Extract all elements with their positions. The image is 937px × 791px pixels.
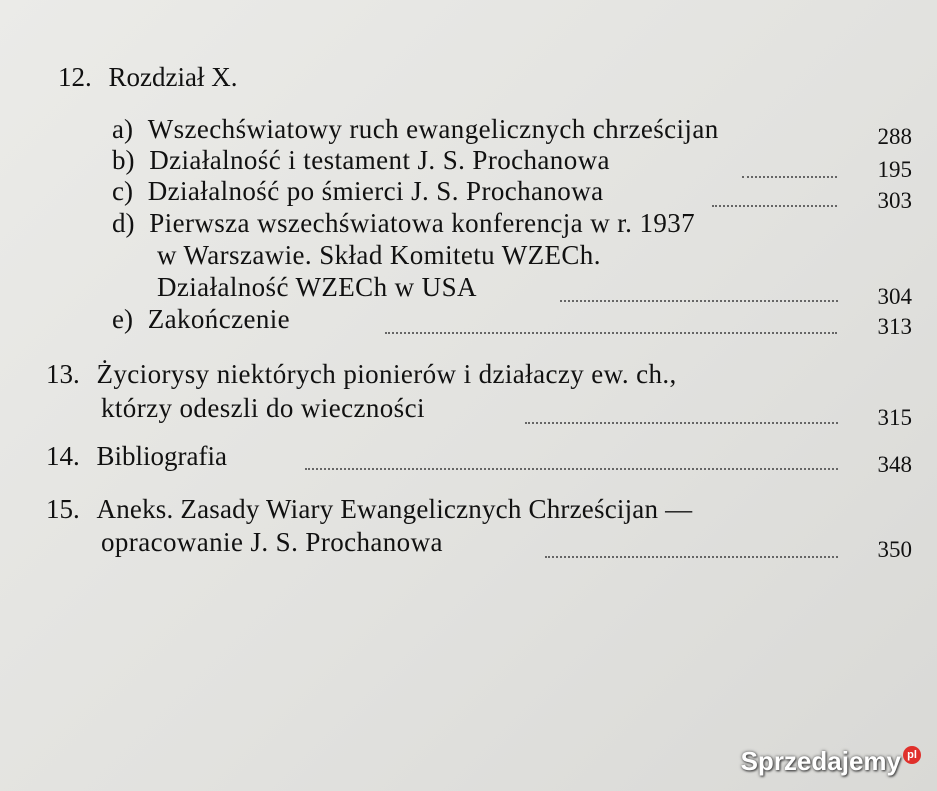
dot-leader bbox=[712, 205, 837, 207]
watermark-badge: pl bbox=[903, 746, 921, 764]
page-number-12a: 288 bbox=[877, 124, 912, 149]
chapter-number: 13. bbox=[46, 359, 80, 389]
chapter-number: 12. bbox=[58, 62, 92, 92]
chapter-15-heading bbox=[46, 492, 692, 526]
entry-letter: e) bbox=[112, 304, 133, 334]
chapter-title: Bibliografia bbox=[96, 441, 227, 471]
page-number-14: 348 bbox=[877, 452, 912, 477]
chapter-title: Życiorysy niektórych pionierów i działaczy ew. ch., bbox=[96, 359, 677, 389]
entry-letter: c) bbox=[112, 176, 133, 206]
entry-text: Wszechświatowy ruch ewangelicznych chrześcijan bbox=[147, 114, 719, 144]
chapter-number: 14. bbox=[46, 441, 80, 471]
chapter-number: 15. bbox=[46, 494, 80, 524]
toc-entry-12d-line2: w Warszawie. Skład Komitetu WZECh. bbox=[157, 240, 601, 270]
entry-letter: a) bbox=[112, 114, 133, 144]
entry-letter: b) bbox=[112, 145, 135, 175]
entry-text: Działalność i testament J. S. Prochanowa bbox=[149, 145, 610, 175]
page-number-12d: 304 bbox=[877, 284, 912, 309]
page-number-12b: 195 bbox=[877, 157, 912, 182]
chapter-12-heading bbox=[58, 60, 237, 94]
dot-leader bbox=[742, 176, 837, 178]
page-number-12e: 313 bbox=[877, 314, 912, 339]
page-number-13: 315 bbox=[877, 405, 912, 430]
chapter-14-heading bbox=[46, 439, 227, 473]
toc-entry-12d-line3: Działalność WZECh w USA bbox=[157, 272, 477, 302]
chapter-13-heading bbox=[46, 357, 677, 391]
toc-entry-12d bbox=[112, 206, 695, 240]
entry-text: Pierwsza wszechświatowa konferencja w r. 1937 bbox=[149, 208, 696, 238]
toc-entry-12c bbox=[112, 174, 603, 208]
toc-entry-12a bbox=[112, 112, 719, 146]
entry-text: Działalność po śmierci J. S. Prochanowa bbox=[147, 176, 604, 206]
page-number-12c: 303 bbox=[877, 188, 912, 213]
dot-leader bbox=[305, 468, 838, 470]
chapter-13-line2: którzy odeszli do wieczności bbox=[101, 393, 425, 423]
dot-leader bbox=[560, 300, 838, 302]
entry-letter: d) bbox=[112, 208, 135, 238]
toc-entry-12b bbox=[112, 143, 610, 177]
dot-leader bbox=[525, 422, 838, 424]
dot-leader bbox=[545, 556, 838, 558]
page-number-15: 350 bbox=[877, 537, 912, 562]
chapter-title: Aneks. Zasady Wiary Ewangelicznych Chrześcijan — bbox=[96, 494, 693, 524]
dot-leader bbox=[385, 332, 837, 334]
chapter-15-line2: opracowanie J. S. Prochanowa bbox=[101, 527, 443, 557]
watermark-logo bbox=[741, 746, 921, 777]
watermark-text: Sprzedajemy bbox=[740, 746, 901, 776]
toc-entry-12e bbox=[112, 302, 290, 336]
entry-text: Zakończenie bbox=[147, 304, 291, 334]
chapter-title: Rozdział X. bbox=[108, 62, 238, 92]
